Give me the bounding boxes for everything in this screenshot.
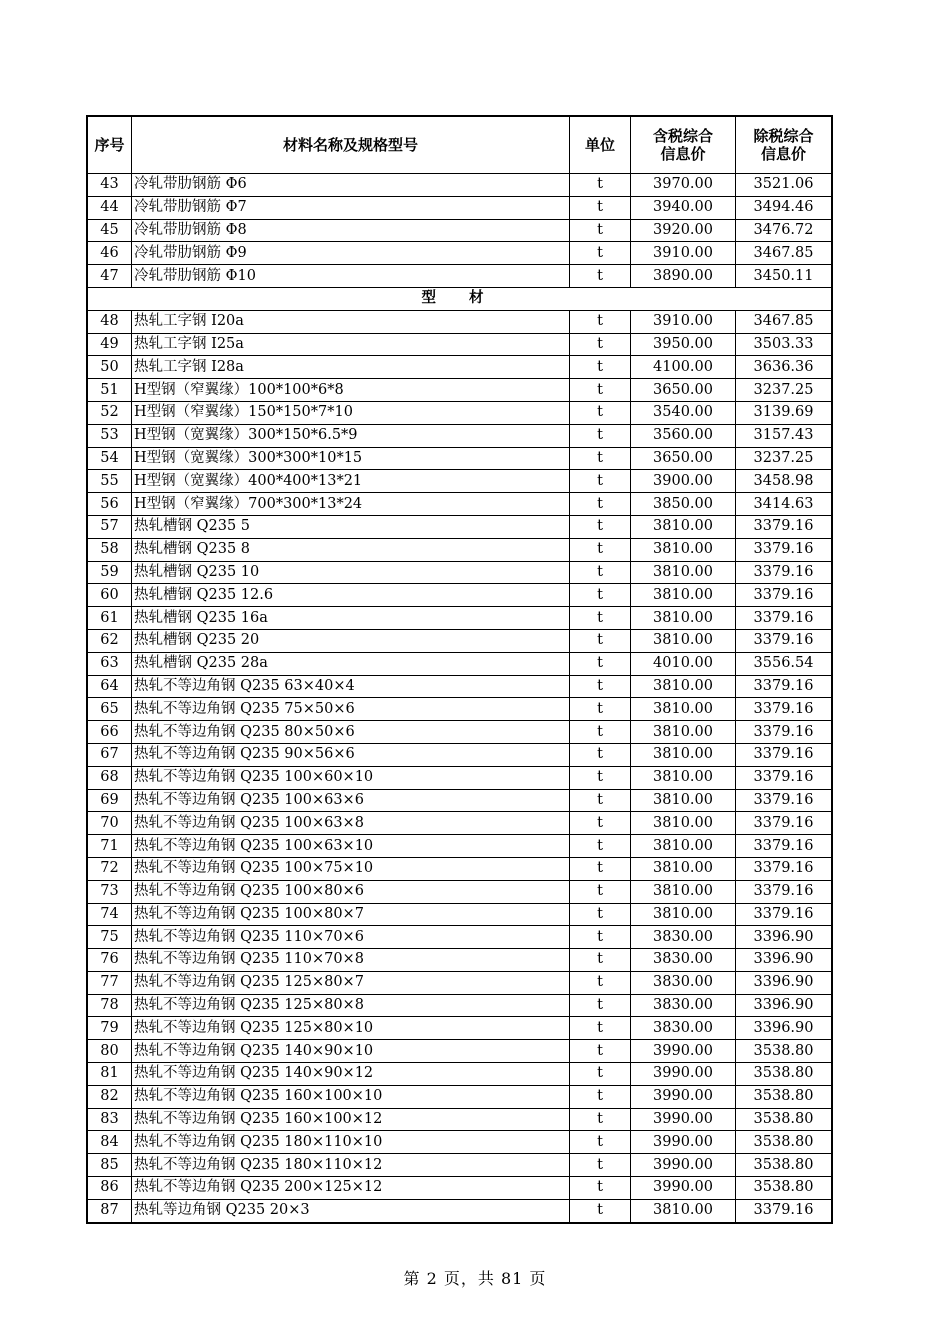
cell-name: 热轧槽钢 Q235 20 bbox=[132, 629, 570, 652]
cell-price-tax: 3940.00 bbox=[631, 196, 736, 219]
cell-name: 热轧工字钢 I25a bbox=[132, 333, 570, 356]
cell-price-notax: 3458.98 bbox=[736, 470, 833, 493]
cell-price-notax: 3467.85 bbox=[736, 310, 833, 333]
cell-unit: t bbox=[570, 424, 631, 447]
cell-name: 热轧不等边角钢 Q235 110×70×8 bbox=[132, 949, 570, 972]
cell-no: 44 bbox=[87, 196, 132, 219]
cell-no: 70 bbox=[87, 812, 132, 835]
cell-price-notax: 3494.46 bbox=[736, 196, 833, 219]
cell-no: 67 bbox=[87, 743, 132, 766]
cell-price-notax: 3237.25 bbox=[736, 447, 833, 470]
cell-no: 48 bbox=[87, 310, 132, 333]
cell-price-tax: 3810.00 bbox=[631, 835, 736, 858]
cell-price-notax: 3379.16 bbox=[736, 675, 833, 698]
cell-name: H型钢（宽翼缘）400*400*13*21 bbox=[132, 470, 570, 493]
cell-price-notax: 3556.54 bbox=[736, 652, 833, 675]
cell-no: 45 bbox=[87, 219, 132, 242]
cell-no: 76 bbox=[87, 949, 132, 972]
cell-unit: t bbox=[570, 766, 631, 789]
cell-no: 75 bbox=[87, 926, 132, 949]
cell-unit: t bbox=[570, 1154, 631, 1177]
table-row bbox=[87, 493, 832, 516]
cell-name: 热轧不等边角钢 Q235 100×63×8 bbox=[132, 812, 570, 835]
cell-no: 59 bbox=[87, 561, 132, 584]
cell-price-notax: 3538.80 bbox=[736, 1154, 833, 1177]
table-row bbox=[87, 1177, 832, 1200]
cell-unit: t bbox=[570, 926, 631, 949]
header-price-tax bbox=[631, 116, 736, 174]
cell-price-tax: 3540.00 bbox=[631, 401, 736, 424]
cell-price-notax: 3379.16 bbox=[736, 812, 833, 835]
cell-no: 50 bbox=[87, 356, 132, 379]
cell-price-tax: 4010.00 bbox=[631, 652, 736, 675]
cell-name: 热轧不等边角钢 Q235 160×100×12 bbox=[132, 1108, 570, 1131]
cell-no: 86 bbox=[87, 1177, 132, 1200]
cell-price-notax: 3538.80 bbox=[736, 1177, 833, 1200]
cell-price-notax: 3396.90 bbox=[736, 971, 833, 994]
cell-name: 热轧不等边角钢 Q235 125×80×10 bbox=[132, 1017, 570, 1040]
cell-no: 49 bbox=[87, 333, 132, 356]
cell-no: 78 bbox=[87, 994, 132, 1017]
page-number: 第 2 页，共 81 页 bbox=[403, 1269, 547, 1288]
cell-price-tax: 3990.00 bbox=[631, 1085, 736, 1108]
cell-no: 64 bbox=[87, 675, 132, 698]
cell-unit: t bbox=[570, 356, 631, 379]
table-row bbox=[87, 447, 832, 470]
table-row bbox=[87, 1108, 832, 1131]
table-row bbox=[87, 903, 832, 926]
cell-unit: t bbox=[570, 1177, 631, 1200]
cell-unit: t bbox=[570, 174, 631, 197]
cell-name: 热轧不等边角钢 Q235 110×70×6 bbox=[132, 926, 570, 949]
cell-no: 71 bbox=[87, 835, 132, 858]
cell-price-notax: 3379.16 bbox=[736, 538, 833, 561]
table-row bbox=[87, 698, 832, 721]
cell-name: 冷轧带肋钢筋 Φ8 bbox=[132, 219, 570, 242]
cell-no: 77 bbox=[87, 971, 132, 994]
table-body-before bbox=[87, 174, 832, 288]
header-price-notax-line1: 除税综合 bbox=[753, 127, 814, 145]
cell-price-notax: 3379.16 bbox=[736, 515, 833, 538]
cell-no: 83 bbox=[87, 1108, 132, 1131]
header-unit: 单位 bbox=[570, 116, 631, 174]
cell-unit: t bbox=[570, 857, 631, 880]
cell-price-notax: 3139.69 bbox=[736, 401, 833, 424]
cell-name: 热轧不等边角钢 Q235 140×90×10 bbox=[132, 1040, 570, 1063]
cell-unit: t bbox=[570, 493, 631, 516]
cell-price-tax: 3810.00 bbox=[631, 903, 736, 926]
table-row bbox=[87, 766, 832, 789]
cell-price-notax: 3538.80 bbox=[736, 1040, 833, 1063]
cell-unit: t bbox=[570, 1040, 631, 1063]
cell-price-tax: 3830.00 bbox=[631, 1017, 736, 1040]
cell-name: 热轧槽钢 Q235 5 bbox=[132, 515, 570, 538]
section-row bbox=[87, 287, 832, 310]
cell-price-notax: 3414.63 bbox=[736, 493, 833, 516]
table-row bbox=[87, 310, 832, 333]
cell-unit: t bbox=[570, 265, 631, 288]
cell-price-tax: 3910.00 bbox=[631, 310, 736, 333]
cell-name: H型钢（窄翼缘）100*100*6*8 bbox=[132, 379, 570, 402]
cell-no: 55 bbox=[87, 470, 132, 493]
cell-price-notax: 3396.90 bbox=[736, 949, 833, 972]
cell-name: 热轧不等边角钢 Q235 100×63×10 bbox=[132, 835, 570, 858]
cell-name: H型钢（宽翼缘）300*150*6.5*9 bbox=[132, 424, 570, 447]
cell-price-tax: 3830.00 bbox=[631, 926, 736, 949]
table-row bbox=[87, 1154, 832, 1177]
cell-name: 热轧不等边角钢 Q235 140×90×12 bbox=[132, 1063, 570, 1086]
cell-price-tax: 3990.00 bbox=[631, 1040, 736, 1063]
cell-no: 82 bbox=[87, 1085, 132, 1108]
cell-no: 87 bbox=[87, 1199, 132, 1222]
cell-price-tax: 3890.00 bbox=[631, 265, 736, 288]
cell-no: 53 bbox=[87, 424, 132, 447]
cell-name: 热轧不等边角钢 Q235 200×125×12 bbox=[132, 1177, 570, 1200]
table-row bbox=[87, 561, 832, 584]
cell-price-tax: 3830.00 bbox=[631, 994, 736, 1017]
cell-unit: t bbox=[570, 538, 631, 561]
cell-price-tax: 3810.00 bbox=[631, 698, 736, 721]
cell-price-tax: 3830.00 bbox=[631, 971, 736, 994]
cell-no: 61 bbox=[87, 607, 132, 630]
table-row bbox=[87, 242, 832, 265]
cell-price-tax: 3990.00 bbox=[631, 1108, 736, 1131]
cell-price-tax: 3830.00 bbox=[631, 949, 736, 972]
cell-price-notax: 3521.06 bbox=[736, 174, 833, 197]
cell-price-tax: 3990.00 bbox=[631, 1177, 736, 1200]
cell-price-tax: 3810.00 bbox=[631, 607, 736, 630]
cell-price-notax: 3379.16 bbox=[736, 607, 833, 630]
cell-name: 热轧不等边角钢 Q235 80×50×6 bbox=[132, 721, 570, 744]
cell-price-notax: 3503.33 bbox=[736, 333, 833, 356]
cell-name: 热轧不等边角钢 Q235 125×80×8 bbox=[132, 994, 570, 1017]
cell-name: 热轧槽钢 Q235 16a bbox=[132, 607, 570, 630]
cell-price-tax: 3850.00 bbox=[631, 493, 736, 516]
price-table-container bbox=[86, 115, 833, 1224]
cell-unit: t bbox=[570, 515, 631, 538]
table-row bbox=[87, 880, 832, 903]
table-row bbox=[87, 812, 832, 835]
cell-no: 63 bbox=[87, 652, 132, 675]
table-row bbox=[87, 333, 832, 356]
table-row bbox=[87, 789, 832, 812]
cell-name: 热轧不等边角钢 Q235 100×63×6 bbox=[132, 789, 570, 812]
cell-name: 热轧槽钢 Q235 10 bbox=[132, 561, 570, 584]
cell-name: H型钢（窄翼缘）700*300*13*24 bbox=[132, 493, 570, 516]
cell-no: 85 bbox=[87, 1154, 132, 1177]
cell-no: 65 bbox=[87, 698, 132, 721]
cell-price-tax: 3810.00 bbox=[631, 766, 736, 789]
cell-no: 73 bbox=[87, 880, 132, 903]
cell-name: 热轧不等边角钢 Q235 180×110×12 bbox=[132, 1154, 570, 1177]
table-row bbox=[87, 721, 832, 744]
cell-price-notax: 3157.43 bbox=[736, 424, 833, 447]
cell-unit: t bbox=[570, 1017, 631, 1040]
cell-unit: t bbox=[570, 675, 631, 698]
cell-name: 热轧不等边角钢 Q235 100×80×6 bbox=[132, 880, 570, 903]
cell-name: 热轧不等边角钢 Q235 100×75×10 bbox=[132, 857, 570, 880]
table-row bbox=[87, 538, 832, 561]
cell-unit: t bbox=[570, 242, 631, 265]
cell-price-notax: 3379.16 bbox=[736, 880, 833, 903]
cell-unit: t bbox=[570, 652, 631, 675]
cell-price-notax: 3538.80 bbox=[736, 1108, 833, 1131]
cell-name: 热轧槽钢 Q235 28a bbox=[132, 652, 570, 675]
table-body-after bbox=[87, 310, 832, 1222]
table-row bbox=[87, 1063, 832, 1086]
table-row bbox=[87, 1017, 832, 1040]
cell-no: 57 bbox=[87, 515, 132, 538]
table-row bbox=[87, 607, 832, 630]
cell-unit: t bbox=[570, 812, 631, 835]
header-no: 序号 bbox=[87, 116, 132, 174]
cell-price-tax: 3810.00 bbox=[631, 721, 736, 744]
table-row bbox=[87, 1131, 832, 1154]
cell-unit: t bbox=[570, 629, 631, 652]
table-row bbox=[87, 949, 832, 972]
cell-price-tax: 3810.00 bbox=[631, 812, 736, 835]
cell-name: 冷轧带肋钢筋 Φ9 bbox=[132, 242, 570, 265]
cell-name: H型钢（宽翼缘）300*300*10*15 bbox=[132, 447, 570, 470]
cell-price-notax: 3379.16 bbox=[736, 561, 833, 584]
table-row bbox=[87, 926, 832, 949]
cell-price-tax: 4100.00 bbox=[631, 356, 736, 379]
table-row bbox=[87, 1085, 832, 1108]
table-header-row bbox=[87, 116, 832, 174]
table-row bbox=[87, 219, 832, 242]
cell-name: 热轧槽钢 Q235 8 bbox=[132, 538, 570, 561]
cell-unit: t bbox=[570, 447, 631, 470]
cell-price-tax: 3970.00 bbox=[631, 174, 736, 197]
cell-price-notax: 3636.36 bbox=[736, 356, 833, 379]
cell-no: 52 bbox=[87, 401, 132, 424]
cell-unit: t bbox=[570, 743, 631, 766]
cell-price-tax: 3810.00 bbox=[631, 515, 736, 538]
cell-no: 56 bbox=[87, 493, 132, 516]
cell-price-notax: 3237.25 bbox=[736, 379, 833, 402]
cell-unit: t bbox=[570, 584, 631, 607]
cell-no: 79 bbox=[87, 1017, 132, 1040]
cell-unit: t bbox=[570, 333, 631, 356]
cell-unit: t bbox=[570, 835, 631, 858]
table-row bbox=[87, 652, 832, 675]
cell-price-tax: 3810.00 bbox=[631, 880, 736, 903]
cell-price-tax: 3560.00 bbox=[631, 424, 736, 447]
cell-unit: t bbox=[570, 721, 631, 744]
table-row bbox=[87, 424, 832, 447]
cell-unit: t bbox=[570, 789, 631, 812]
cell-price-tax: 3810.00 bbox=[631, 1199, 736, 1222]
cell-no: 69 bbox=[87, 789, 132, 812]
table-row bbox=[87, 470, 832, 493]
cell-name: H型钢（窄翼缘）150*150*7*10 bbox=[132, 401, 570, 424]
cell-unit: t bbox=[570, 994, 631, 1017]
table-row bbox=[87, 675, 832, 698]
cell-unit: t bbox=[570, 310, 631, 333]
cell-no: 80 bbox=[87, 1040, 132, 1063]
cell-price-notax: 3396.90 bbox=[736, 994, 833, 1017]
cell-price-notax: 3467.85 bbox=[736, 242, 833, 265]
cell-no: 54 bbox=[87, 447, 132, 470]
header-price-tax-line1: 含税综合 bbox=[652, 127, 713, 145]
table-row bbox=[87, 401, 832, 424]
table-row bbox=[87, 515, 832, 538]
table-row bbox=[87, 971, 832, 994]
cell-no: 47 bbox=[87, 265, 132, 288]
cell-unit: t bbox=[570, 903, 631, 926]
cell-name: 热轧工字钢 I28a bbox=[132, 356, 570, 379]
price-table bbox=[86, 115, 833, 1224]
cell-name: 热轧不等边角钢 Q235 180×110×10 bbox=[132, 1131, 570, 1154]
cell-name: 热轧不等边角钢 Q235 100×60×10 bbox=[132, 766, 570, 789]
cell-name: 冷轧带肋钢筋 Φ7 bbox=[132, 196, 570, 219]
cell-price-tax: 3990.00 bbox=[631, 1154, 736, 1177]
cell-price-tax: 3810.00 bbox=[631, 561, 736, 584]
table-row bbox=[87, 835, 832, 858]
cell-price-notax: 3396.90 bbox=[736, 1017, 833, 1040]
cell-unit: t bbox=[570, 971, 631, 994]
cell-price-tax: 3810.00 bbox=[631, 629, 736, 652]
cell-price-tax: 3810.00 bbox=[631, 675, 736, 698]
header-price-tax-line2: 信息价 bbox=[660, 145, 706, 163]
header-price-notax-line2: 信息价 bbox=[760, 145, 806, 163]
cell-price-notax: 3538.80 bbox=[736, 1063, 833, 1086]
cell-no: 74 bbox=[87, 903, 132, 926]
header-name: 材料名称及规格型号 bbox=[132, 116, 570, 174]
cell-price-notax: 3379.16 bbox=[736, 721, 833, 744]
cell-unit: t bbox=[570, 1108, 631, 1131]
cell-price-notax: 3379.16 bbox=[736, 903, 833, 926]
cell-price-tax: 3950.00 bbox=[631, 333, 736, 356]
cell-price-notax: 3379.16 bbox=[736, 835, 833, 858]
cell-no: 72 bbox=[87, 857, 132, 880]
table-row bbox=[87, 356, 832, 379]
cell-name: 热轧不等边角钢 Q235 125×80×7 bbox=[132, 971, 570, 994]
cell-no: 84 bbox=[87, 1131, 132, 1154]
table-row bbox=[87, 379, 832, 402]
cell-price-notax: 3476.72 bbox=[736, 219, 833, 242]
cell-unit: t bbox=[570, 401, 631, 424]
cell-price-notax: 3379.16 bbox=[736, 743, 833, 766]
cell-name: 热轧不等边角钢 Q235 75×50×6 bbox=[132, 698, 570, 721]
cell-name: 冷轧带肋钢筋 Φ10 bbox=[132, 265, 570, 288]
table-row bbox=[87, 584, 832, 607]
cell-unit: t bbox=[570, 470, 631, 493]
cell-no: 60 bbox=[87, 584, 132, 607]
cell-unit: t bbox=[570, 196, 631, 219]
cell-price-tax: 3810.00 bbox=[631, 584, 736, 607]
section-title: 型 材 bbox=[87, 287, 832, 310]
cell-unit: t bbox=[570, 949, 631, 972]
cell-name: 热轧工字钢 I20a bbox=[132, 310, 570, 333]
table-row bbox=[87, 743, 832, 766]
cell-name: 冷轧带肋钢筋 Φ6 bbox=[132, 174, 570, 197]
cell-unit: t bbox=[570, 698, 631, 721]
cell-price-notax: 3379.16 bbox=[736, 1199, 833, 1222]
cell-name: 热轧不等边角钢 Q235 100×80×7 bbox=[132, 903, 570, 926]
cell-no: 81 bbox=[87, 1063, 132, 1086]
cell-price-tax: 3650.00 bbox=[631, 379, 736, 402]
cell-price-tax: 3920.00 bbox=[631, 219, 736, 242]
cell-no: 43 bbox=[87, 174, 132, 197]
cell-unit: t bbox=[570, 607, 631, 630]
cell-price-notax: 3450.11 bbox=[736, 265, 833, 288]
cell-name: 热轧不等边角钢 Q235 90×56×6 bbox=[132, 743, 570, 766]
table-row bbox=[87, 265, 832, 288]
cell-price-notax: 3538.80 bbox=[736, 1085, 833, 1108]
cell-price-tax: 3650.00 bbox=[631, 447, 736, 470]
cell-unit: t bbox=[570, 561, 631, 584]
cell-no: 51 bbox=[87, 379, 132, 402]
cell-name: 热轧不等边角钢 Q235 160×100×10 bbox=[132, 1085, 570, 1108]
cell-no: 66 bbox=[87, 721, 132, 744]
cell-unit: t bbox=[570, 1085, 631, 1108]
cell-price-notax: 3379.16 bbox=[736, 789, 833, 812]
cell-price-tax: 3900.00 bbox=[631, 470, 736, 493]
cell-name: 热轧等边角钢 Q235 20×3 bbox=[132, 1199, 570, 1222]
table-row bbox=[87, 1199, 832, 1222]
cell-name: 热轧槽钢 Q235 12.6 bbox=[132, 584, 570, 607]
cell-price-tax: 3810.00 bbox=[631, 857, 736, 880]
cell-price-tax: 3810.00 bbox=[631, 743, 736, 766]
cell-price-tax: 3810.00 bbox=[631, 789, 736, 812]
cell-unit: t bbox=[570, 1199, 631, 1222]
cell-price-notax: 3379.16 bbox=[736, 766, 833, 789]
table-row bbox=[87, 196, 832, 219]
cell-unit: t bbox=[570, 1131, 631, 1154]
cell-name: 热轧不等边角钢 Q235 63×40×4 bbox=[132, 675, 570, 698]
table-row bbox=[87, 174, 832, 197]
header-price-notax bbox=[736, 116, 833, 174]
cell-price-notax: 3396.90 bbox=[736, 926, 833, 949]
cell-price-notax: 3538.80 bbox=[736, 1131, 833, 1154]
table-row bbox=[87, 629, 832, 652]
cell-price-tax: 3990.00 bbox=[631, 1131, 736, 1154]
cell-unit: t bbox=[570, 880, 631, 903]
cell-unit: t bbox=[570, 219, 631, 242]
cell-price-tax: 3990.00 bbox=[631, 1063, 736, 1086]
cell-price-notax: 3379.16 bbox=[736, 857, 833, 880]
cell-unit: t bbox=[570, 379, 631, 402]
cell-price-tax: 3910.00 bbox=[631, 242, 736, 265]
cell-price-notax: 3379.16 bbox=[736, 584, 833, 607]
cell-no: 46 bbox=[87, 242, 132, 265]
cell-unit: t bbox=[570, 1063, 631, 1086]
cell-no: 58 bbox=[87, 538, 132, 561]
table-row bbox=[87, 994, 832, 1017]
cell-price-notax: 3379.16 bbox=[736, 698, 833, 721]
cell-price-tax: 3810.00 bbox=[631, 538, 736, 561]
section-row-group bbox=[87, 287, 832, 310]
cell-no: 68 bbox=[87, 766, 132, 789]
table-row bbox=[87, 1040, 832, 1063]
cell-no: 62 bbox=[87, 629, 132, 652]
cell-price-notax: 3379.16 bbox=[736, 629, 833, 652]
table-row bbox=[87, 857, 832, 880]
